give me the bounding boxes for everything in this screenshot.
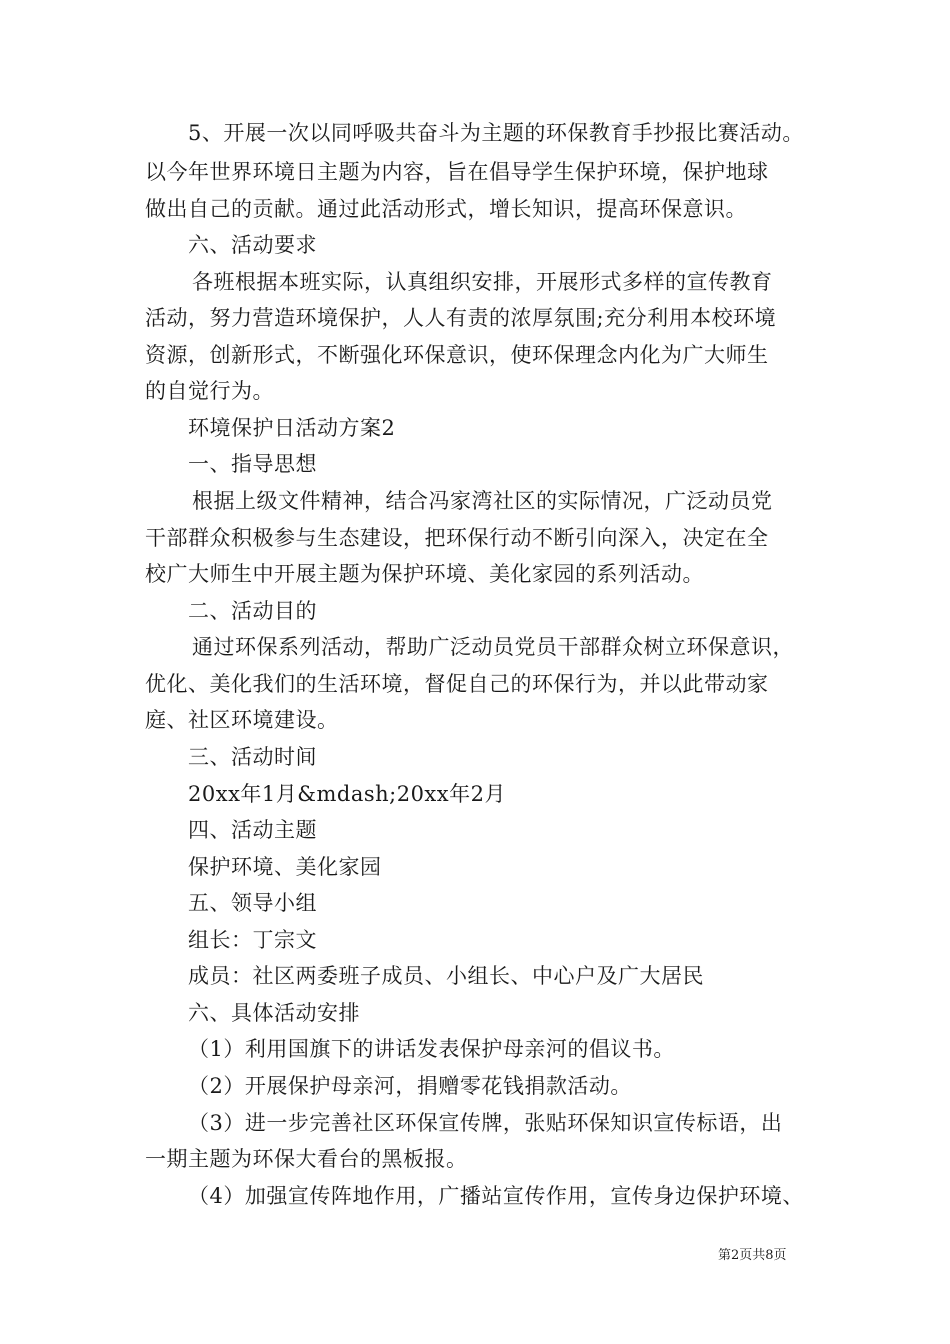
section-heading: 二、活动目的 [188,599,317,623]
list-item: （4）加强宣传阵地作用，广播站宣传作用，宣传身边保护环境、 [188,1184,804,1208]
paragraph-line: 一期主题为环保大看台的黑板报。 [145,1147,468,1171]
paragraph-line: 以今年世界环境日主题为内容，旨在倡导学生保护环境，保护地球 [145,160,769,184]
section-heading: 三、活动时间 [188,745,317,769]
paragraph-line: 的自觉行为。 [145,379,274,403]
section-heading: 一、指导思想 [188,452,317,476]
list-item: （2）开展保护母亲河，捐赠零花钱捐款活动。 [188,1074,632,1098]
paragraph-line: 各班根据本班实际，认真组织安排，开展形式多样的宣传教育 [192,270,773,294]
paragraph-line: 20xx年1月&mdash;20xx年2月 [188,782,506,806]
section-heading: 四、活动主题 [188,818,317,842]
paragraph-line: 成员：社区两委班子成员、小组长、中心户及广大居民 [188,964,704,988]
paragraph-line: 优化、美化我们的生活环境，督促自己的环保行为，并以此带动家 [145,672,769,696]
paragraph-line: 干部群众积极参与生态建设，把环保行动不断引向深入，决定在全 [145,526,769,550]
paragraph-line: 5、开展一次以同呼吸共奋斗为主题的环保教育手抄报比赛活动。 [188,121,804,145]
paragraph-line: 组长：丁宗文 [188,928,317,952]
paragraph-line: 保护环境、美化家园 [188,855,382,879]
paragraph-line: 做出自己的贡献。通过此活动形式，增长知识，提高环保意识。 [145,197,747,221]
paragraph-line: 庭、社区环境建设。 [145,708,339,732]
section-heading: 六、具体活动安排 [188,1001,360,1025]
paragraph-line: 校广大师生中开展主题为保护环境、美化家园的系列活动。 [145,562,704,586]
paragraph-line: 资源，创新形式，不断强化环保意识，使环保理念内化为广大师生 [145,343,769,367]
section-heading: 六、活动要求 [188,233,317,257]
list-item: （3）进一步完善社区环保宣传牌，张贴环保知识宣传标语，出 [188,1111,783,1135]
paragraph-line: 根据上级文件精神，结合冯家湾社区的实际情况，广泛动员党 [192,489,773,513]
page-number: 第2页共8页 [718,1248,787,1263]
list-item: （1）利用国旗下的讲话发表保护母亲河的倡议书。 [188,1037,675,1061]
document-subtitle: 环境保护日活动方案2 [188,416,396,440]
section-heading: 五、领导小组 [188,891,317,915]
paragraph-line: 通过环保系列活动，帮助广泛动员党员干部群众树立环保意识， [192,635,794,659]
paragraph-line: 活动，努力营造环境保护，人人有责的浓厚氛围;充分利用本校环境 [145,306,777,330]
